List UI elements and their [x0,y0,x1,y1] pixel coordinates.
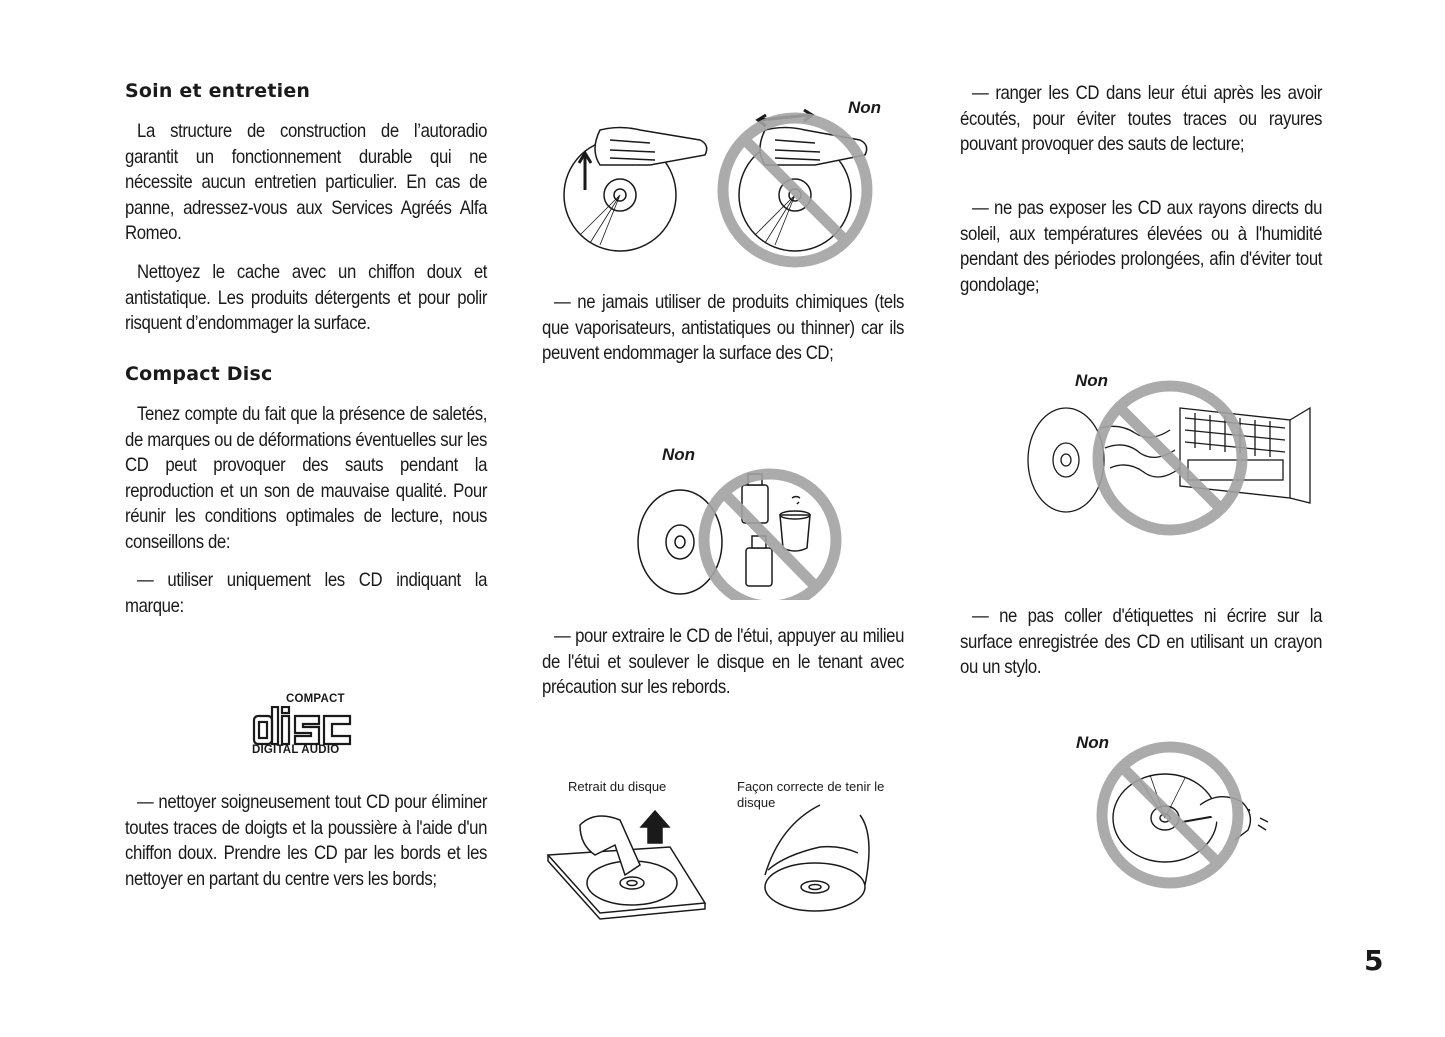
non-label-writing: Non [1076,733,1110,752]
figure-heat-dashboard [1020,368,1320,543]
logo-compact-text: COMPACT [286,693,345,705]
paragraph-autoradio-structure: La structure de construction de l’autoradio garantit un fonctionnement durable qui ne nécessite aucun entretien particulier. En cas de panne, adressez-vous aux Services Agréés Alfa Romeo. [125,120,488,244]
figure-disc-handling [540,775,910,925]
heading-soin-entretien: Soin et entretien [125,80,311,102]
heat-dashboard-illustration [1020,368,1320,543]
paragraph-cd-marque: — utiliser uniquement les CD indiquant la marque: [125,569,488,617]
writing-disc-illustration [1070,730,1280,895]
non-label-heat: Non [1075,371,1109,390]
paragraph-nettoyer-cd: — nettoyer soigneusement tout CD pour éliminer toutes traces de doigts et la poussière à l'aide d'un chiffon doux. Prendre les CD par les bords et les nettoyer en partant du centre vers les bords; [125,791,488,890]
heading-compact-disc: Compact Disc [125,363,273,385]
page-number: 5 [1364,944,1384,977]
paragraph-soleil: — ne pas exposer les CD aux rayons directs du soleil, aux températures élevées ou à l'humidité pendant des périodes prolongées, afin d'éviter tout gondolage; [960,197,1323,296]
paragraph-nettoyage-cache: Nettoyez le cache avec un chiffon doux et antistatique. Les produits détergents et pour polir risquent d’endommager la surface. [125,261,488,334]
caption-retrait-disque: Retrait du disque [568,779,667,794]
cleaning-disc-illustration [560,95,900,270]
caption-facon-correcte: Façon correcte de tenir le disque [737,779,885,810]
non-label-chemicals: Non [662,445,696,464]
paragraph-cd-conseils: Tenez compte du fait que la présence de saletés, de marques ou de déformations éventuelles sur les CD peut provoquer des sauts pendant la reproduction et un son de mauvaise qualité. Pour réunir les conditions optimales de lecture, nous conseillons de: [125,403,488,553]
logo-disc-wordmark [250,706,360,746]
paragraph-ranger-cd: — ranger les CD dans leur étui après les avoir écoutés, pour éviter toutes traces ou rayures pouvant provoquer des sauts de lecture; [960,82,1323,155]
figure-writing-disc [1070,730,1280,895]
figure-chemicals [630,440,850,600]
paragraph-extraire-cd: — pour extraire le CD de l'étui, appuyer au milieu de l'étui et soulever le disque en le tenant avec précaution sur les rebords. [542,625,905,698]
paragraph-produits-chimiques: — ne jamais utiliser de produits chimiques (tels que vaporisateurs, antistatiques ou thinner) car ils peuvent endommager la surface des CD; [542,291,905,364]
compact-disc-logo [250,690,360,760]
non-label-cleaning: Non [848,98,882,117]
disc-handling-illustration [540,775,910,925]
paragraph-etiquettes: — ne pas coller d'étiquettes ni écrire sur la surface enregistrée des CD en utilisant un crayon ou un stylo. [960,605,1323,678]
figure-cleaning-disc [560,95,900,270]
logo-digital-audio-text: DIGITAL AUDIO [252,744,340,756]
